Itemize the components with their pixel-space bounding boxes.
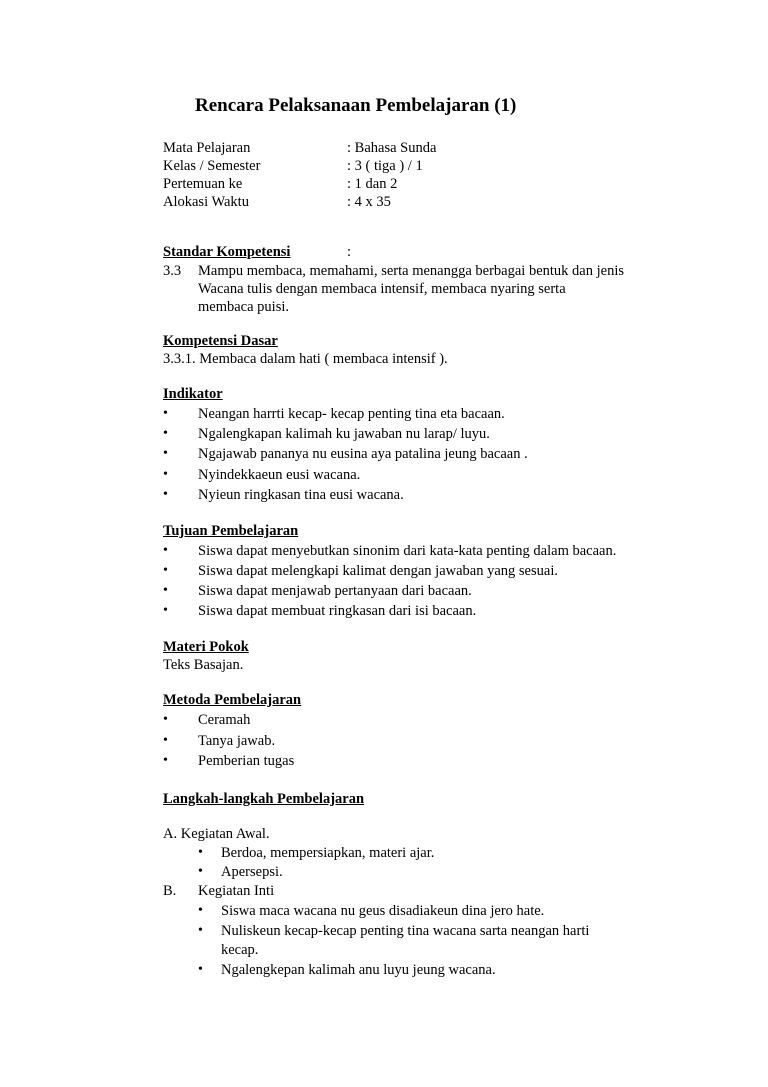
metoda-heading: Metoda Pembelajaran (163, 692, 302, 708)
info-value-meeting: : 1 dan 2 (347, 176, 398, 192)
langkah-heading: Langkah-langkah Pembelajaran (163, 791, 365, 807)
indikator-item: Nyindekkaeun eusi wacana. (198, 467, 361, 483)
metoda-item: Tanya jawab. (198, 733, 276, 749)
standar-line-3: membaca puisi. (198, 299, 290, 315)
bullet-icon: • (163, 753, 168, 768)
materi-text: Teks Basajan. (163, 657, 244, 673)
bullet-icon: • (163, 467, 168, 482)
tujuan-item: Siswa dapat menjawab pertanyaan dari bacaan. (198, 583, 472, 599)
indikator-item: Nyieun ringkasan tina eusi wacana. (198, 487, 404, 503)
standar-line-2: Wacana tulis dengan membaca intensif, membaca nyaring serta (198, 281, 566, 297)
langkah-b-label: B. (163, 883, 177, 899)
indikator-item: Ngalengkapan kalimah ku jawaban nu larap/ luyu. (198, 426, 490, 442)
info-value-subject: : Bahasa Sunda (347, 140, 437, 156)
info-value-time: : 4 x 35 (347, 194, 391, 210)
langkah-a-item: Apersepsi. (221, 864, 283, 880)
info-value-class: : 3 ( tiga ) / 1 (347, 158, 423, 174)
langkah-a-item: Berdoa, mempersiapkan, materi ajar. (221, 845, 435, 861)
tujuan-item: Siswa dapat melengkapi kalimat dengan jawaban yang sesuai. (198, 563, 558, 579)
kompetensi-heading: Kompetensi Dasar (163, 333, 278, 349)
bullet-icon: • (198, 962, 203, 977)
tujuan-heading: Tujuan Pembelajaran (163, 523, 299, 539)
tujuan-item: Siswa dapat membuat ringkasan dari isi bacaan. (198, 603, 477, 619)
standar-number: 3.3 (163, 263, 182, 279)
standar-heading: Standar Kompetensi (163, 244, 291, 260)
bullet-icon: • (163, 446, 168, 461)
info-label-time: Alokasi Waktu (163, 194, 249, 210)
bullet-icon: • (163, 543, 168, 558)
indikator-item: Neangan harrti kecap- kecap penting tina eta bacaan. (198, 406, 505, 422)
info-label-class: Kelas / Semester (163, 158, 261, 174)
bullet-icon: • (198, 903, 203, 918)
langkah-b-title: Kegiatan Inti (198, 883, 275, 899)
bullet-icon: • (198, 864, 203, 879)
info-label-subject: Mata Pelajaran (163, 140, 251, 156)
bullet-icon: • (163, 487, 168, 502)
tujuan-item: Siswa dapat menyebutkan sinonim dari kata-kata penting dalam bacaan. (198, 543, 617, 559)
metoda-item: Ceramah (198, 712, 251, 728)
info-label-meeting: Pertemuan ke (163, 176, 243, 192)
langkah-b-item: Nuliskeun kecap-kecap penting tina wacana sarta neangan harti (221, 923, 590, 939)
metoda-item: Pemberian tugas (198, 753, 295, 769)
page-title: Rencara Pelaksanaan Pembelajaran (1) (195, 95, 517, 116)
bullet-icon: • (198, 923, 203, 938)
bullet-icon: • (198, 845, 203, 860)
bullet-icon: • (163, 563, 168, 578)
standar-line-1: Mampu membaca, memahami, serta menangga berbagai bentuk dan jenis (198, 263, 624, 279)
indikator-item: Ngajawab pananya nu eusina aya patalina jeung bacaan . (198, 446, 528, 462)
langkah-a-label: A. Kegiatan Awal. (163, 826, 270, 842)
indikator-heading: Indikator (163, 386, 223, 402)
kompetensi-text: 3.3.1. Membaca dalam hati ( membaca intensif ). (163, 351, 448, 367)
langkah-b-item-cont: kecap. (221, 942, 259, 958)
langkah-b-item: Ngalengkepan kalimah anu luyu jeung wacana. (221, 962, 496, 978)
standar-colon: : (347, 244, 352, 260)
bullet-icon: • (163, 426, 168, 441)
bullet-icon: • (163, 712, 168, 727)
bullet-icon: • (163, 406, 168, 421)
langkah-b-item: Siswa maca wacana nu geus disadiakeun dina jero hate. (221, 903, 545, 919)
materi-heading: Materi Pokok (163, 639, 249, 655)
bullet-icon: • (163, 603, 168, 618)
bullet-icon: • (163, 583, 168, 598)
bullet-icon: • (163, 733, 168, 748)
